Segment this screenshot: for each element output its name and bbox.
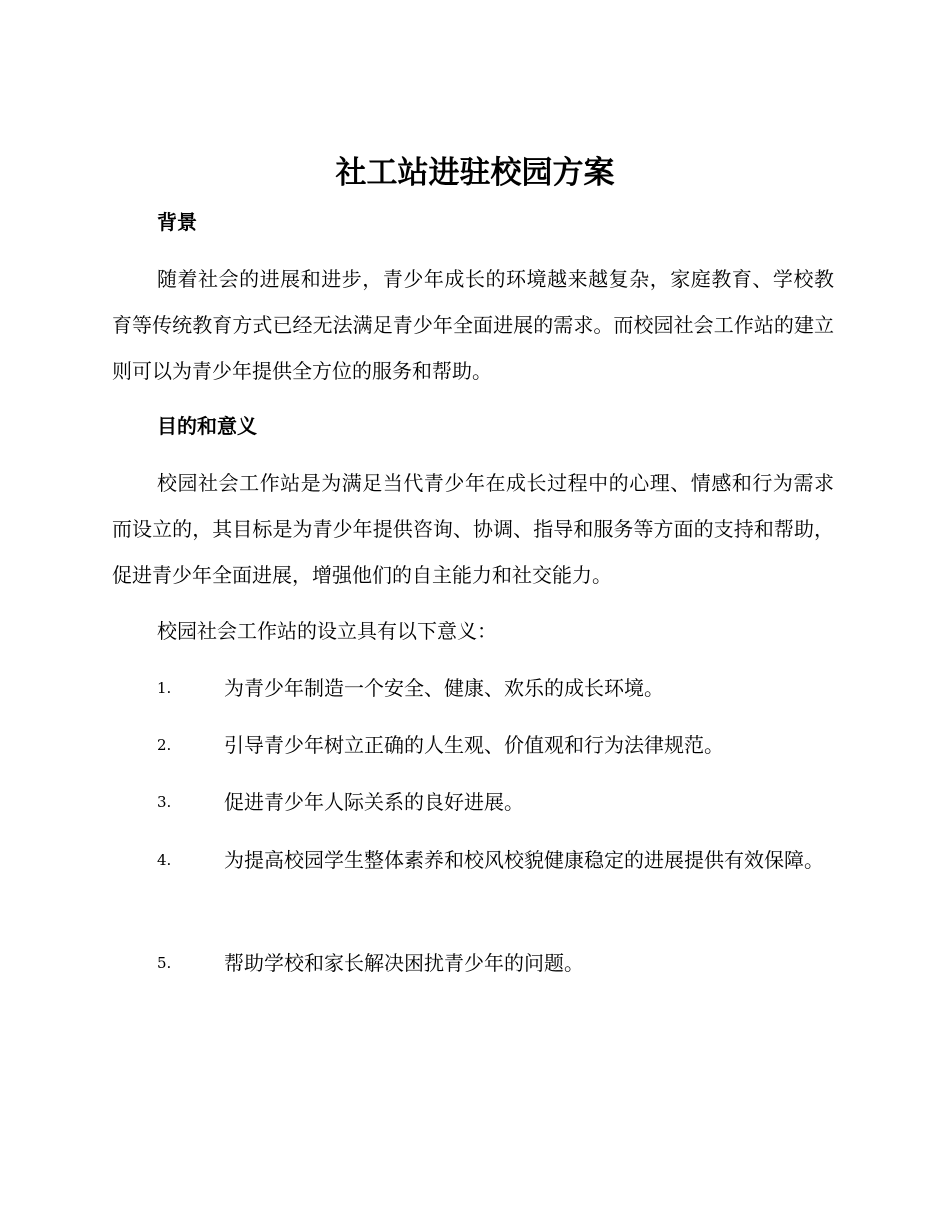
section-heading-purpose: 目的和意义	[157, 414, 257, 438]
list-text: 引导青少年树立正确的人生观、价值观和行为法律规范。	[224, 733, 724, 757]
document-title: 社工站进驻校园方案	[335, 155, 615, 191]
list-item	[112, 722, 834, 768]
list-number: 3.	[157, 793, 172, 811]
list-text: 促进青少年人际关系的良好进展。	[224, 790, 524, 814]
list-text: 帮助学校和家长解决困扰青少年的问题。	[224, 951, 584, 975]
background-paragraph: 随着社会的进展和进步，青少年成长的环境越来越复杂，家庭教育、学校教育等传统教育方式已经无法满足青少年全面进展的需求。而校园社会工作站的建立则可以为青少年提供全方位的服务和帮助。	[112, 267, 834, 383]
list-item	[112, 779, 834, 825]
list-text: 为提高校园学生整体素养和校风校貌健康稳定的进展提供有效保障。	[224, 848, 824, 872]
purpose-paragraph: 校园社会工作站是为满足当代青少年在成长过程中的心理、情感和行为需求而设立的，其目标是为青少年提供咨询、协调、指导和服务等方面的支持和帮助，促进青少年全面进展，增强他们的自主能力和社交能力。	[112, 471, 834, 587]
list-number: 2.	[157, 736, 172, 754]
list-number: 4.	[157, 851, 172, 869]
list-text: 为青少年制造一个安全、健康、欢乐的成长环境。	[224, 676, 664, 700]
list-item	[112, 665, 834, 711]
significance-intro-paragraph: 校园社会工作站的设立具有以下意义：	[157, 619, 497, 643]
list-number: 1.	[157, 679, 172, 697]
list-item	[112, 940, 834, 986]
list-item	[112, 837, 834, 883]
section-heading-background: 背景	[157, 210, 197, 234]
list-number: 5.	[157, 954, 172, 972]
